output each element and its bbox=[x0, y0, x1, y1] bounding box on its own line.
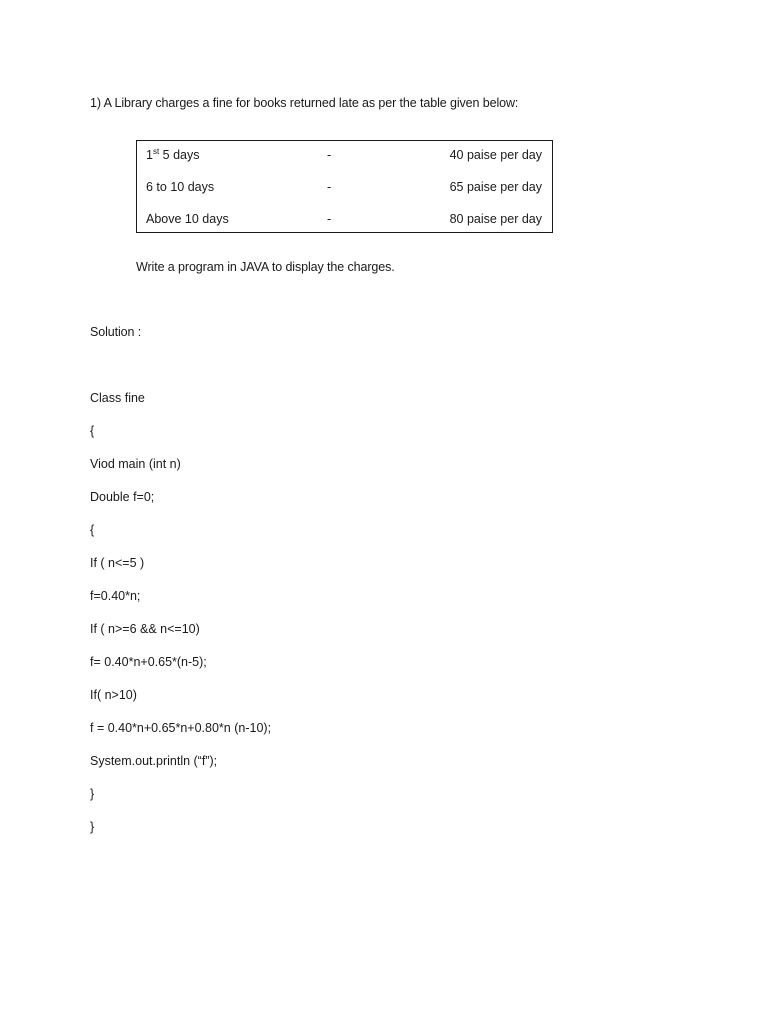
table-row bbox=[137, 147, 552, 163]
table-row bbox=[137, 211, 552, 227]
table-period: Above 10 days bbox=[146, 212, 229, 226]
table-rate: 40 paise per day bbox=[449, 148, 542, 162]
table-period: 1st 5 days bbox=[146, 146, 200, 162]
code-line: Viod main (int n) bbox=[90, 457, 181, 471]
table-separator: - bbox=[327, 148, 332, 162]
code-line: If( n>10) bbox=[90, 688, 137, 702]
table-row bbox=[137, 179, 552, 195]
code-line: { bbox=[90, 523, 95, 537]
code-line: { bbox=[90, 424, 95, 438]
ordinal-superscript: st bbox=[152, 146, 160, 156]
instruction-text: Write a program in JAVA to display the charges. bbox=[136, 260, 395, 274]
code-line: Double f=0; bbox=[90, 490, 155, 504]
code-line: f=0.40*n; bbox=[90, 589, 141, 603]
code-line: } bbox=[90, 820, 95, 834]
table-separator: - bbox=[327, 180, 332, 194]
table-period: 6 to 10 days bbox=[146, 180, 215, 194]
code-line: f = 0.40*n+0.65*n+0.80*n (n-10); bbox=[90, 721, 272, 735]
code-line: } bbox=[90, 787, 95, 801]
fine-table bbox=[136, 140, 553, 233]
code-line: f= 0.40*n+0.65*(n-5); bbox=[90, 655, 207, 669]
question-text: 1) A Library charges a fine for books returned late as per the table given below: bbox=[90, 96, 519, 110]
table-separator: - bbox=[327, 212, 332, 226]
solution-label: Solution : bbox=[90, 325, 142, 339]
code-line: System.out.println (“f”); bbox=[90, 754, 218, 768]
code-line: If ( n<=5 ) bbox=[90, 556, 145, 570]
table-rate: 80 paise per day bbox=[449, 212, 542, 226]
code-line: If ( n>=6 && n<=10) bbox=[90, 622, 200, 636]
table-rate: 65 paise per day bbox=[449, 180, 542, 194]
code-line: Class fine bbox=[90, 391, 145, 405]
